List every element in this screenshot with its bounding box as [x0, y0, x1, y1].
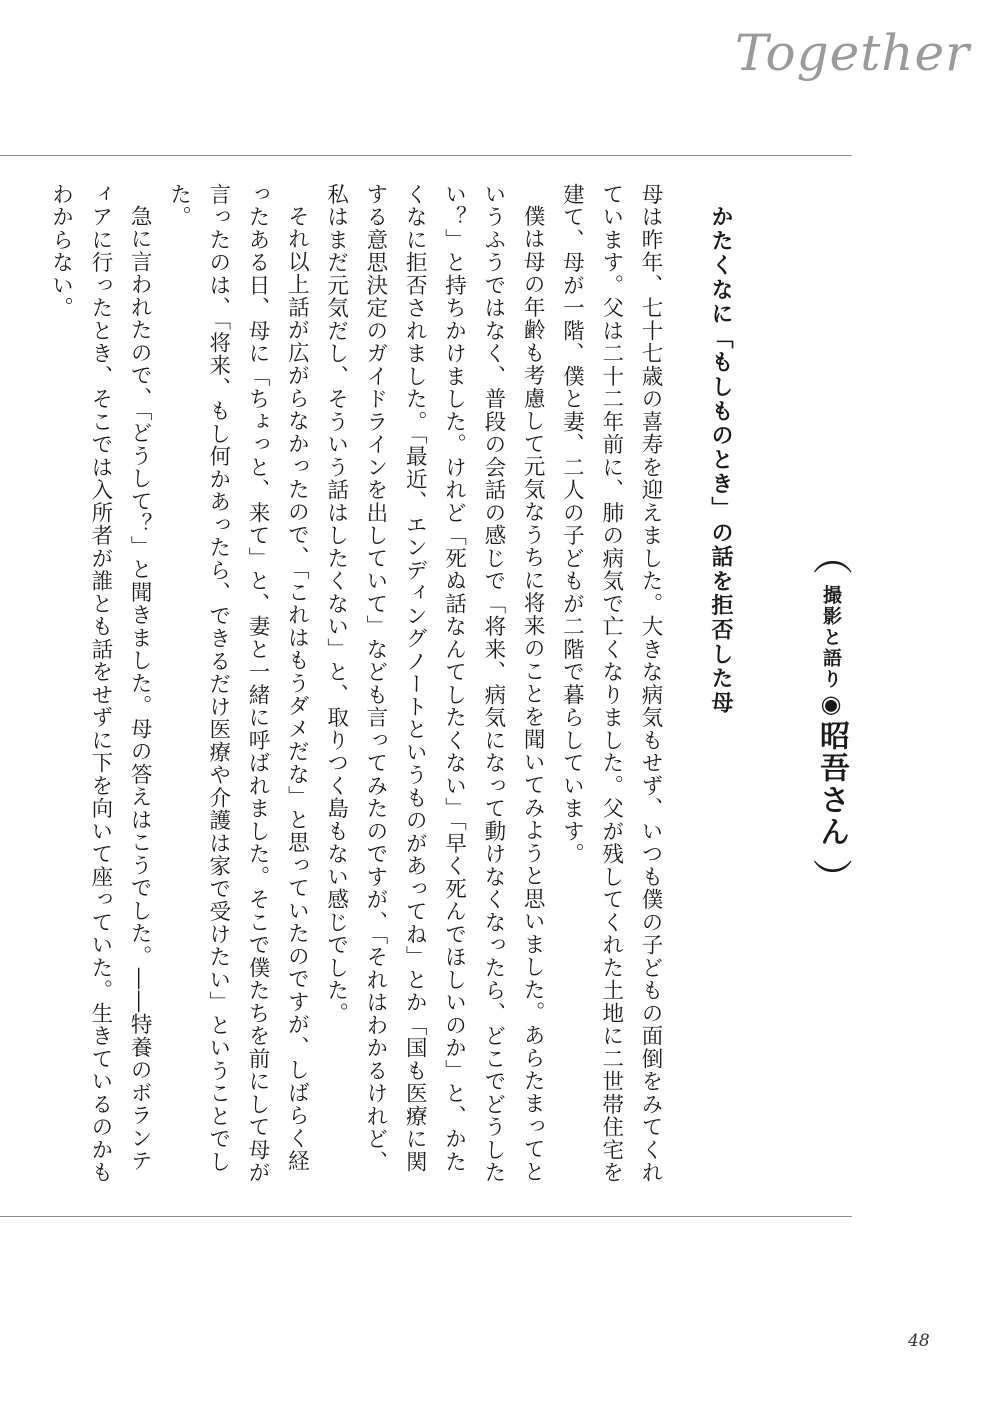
paragraph-2: 僕は母の年齢も考慮して元気なうちに将来のことを聞いてみようと思いました。あらたまってというふうではなく、普段の会話の感じで「将来、病気になって動けなくなったら、どこでどうしたい？」と持ちかけました。けれど「死ぬ話なんてしたくない」「早く死んでほしいのか」と、かたくなに拒否されました。「最近、エンディングノートというものがあってね」とか「国も医療に関する意思決定のガイドラインを出していて」なども言ってみたのですが、「それはわかるけれど、私はまだ元気だし、そういう話はしたくない」と、取りつく島もない感じでした。: [323, 183, 546, 1184]
credit-prefix: 撮影と語り: [820, 585, 842, 690]
paragraph-4: 急に言われたので、「どうして？」と聞きました。母の答えはこうでした。――特養のボランティアに行ったとき、そこでは入所者が誰とも話をせずに下を向いて座っていた。生きているのかもわからない。: [48, 183, 153, 1184]
top-rule: [0, 155, 852, 156]
page-number: 48: [908, 1331, 930, 1351]
bullet-icon: ◉: [817, 690, 845, 720]
credit-block: [808, 535, 854, 898]
open-paren: （: [808, 535, 854, 575]
article-title: かたくなに「もしものとき」の話を拒否した母: [708, 205, 733, 716]
bottom-rule: [0, 1216, 852, 1217]
author-name: 昭吾さん: [814, 720, 849, 848]
credit-line: [809, 585, 853, 848]
paragraph-3: それ以上話が広がらなかったので、「これはもうダメだな」と思っていたのですが、しばらく経ったある日、母に「ちょっと、来て」と、妻と一緒に呼ばれました。そこで僕たちを前にして母が言ったのは、「将来、もし何かあったら、できるだけ医療や介護は家で受けたい」ということでした。: [166, 183, 310, 1184]
paragraph-1: 母は昨年、七十七歳の喜寿を迎えました。大きな病気もせず、いつも僕の子どもの面倒をみてくれています。父は二十二年前に、肺の病気で亡くなりました。父が残してくれた土地に二世帯住宅を建て、母が一階、僕と妻、二人の子どもが二階で暮らしています。: [559, 183, 663, 1184]
close-paren: ）: [808, 858, 854, 898]
article-body: [48, 183, 670, 1188]
brand-logo: Together: [735, 24, 970, 82]
